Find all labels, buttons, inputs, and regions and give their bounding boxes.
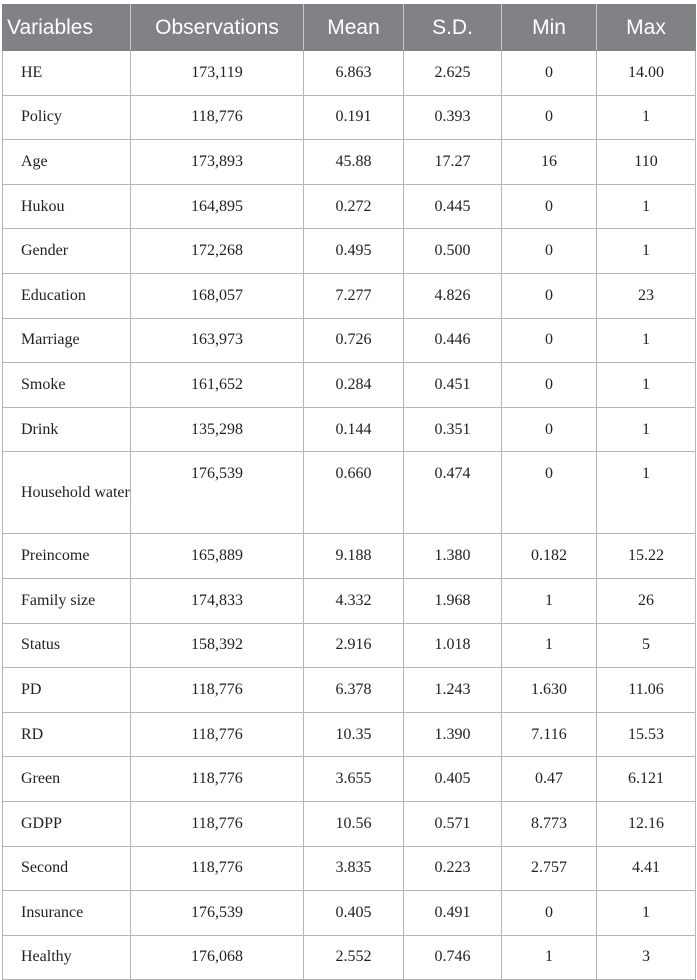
cell-min: 1 bbox=[502, 623, 597, 668]
table-row bbox=[3, 935, 696, 980]
cell-sd: 0.491 bbox=[404, 891, 502, 936]
table-row bbox=[3, 846, 696, 891]
cell-max: 15.53 bbox=[597, 712, 696, 757]
cell-variable: Drink bbox=[3, 407, 131, 452]
cell-variable: Marriage bbox=[3, 318, 131, 363]
table-header bbox=[3, 5, 696, 51]
cell-min: 7.116 bbox=[502, 712, 597, 757]
cell-mean: 3.835 bbox=[304, 846, 404, 891]
cell-min: 1 bbox=[502, 578, 597, 623]
table-row bbox=[3, 801, 696, 846]
cell-observations: 173,119 bbox=[131, 51, 304, 96]
cell-mean: 0.495 bbox=[304, 229, 404, 274]
cell-max: 1 bbox=[597, 891, 696, 936]
cell-min: 0 bbox=[502, 363, 597, 408]
table-row bbox=[3, 140, 696, 185]
cell-variable: GDPP bbox=[3, 801, 131, 846]
cell-mean: 0.726 bbox=[304, 318, 404, 363]
table-row bbox=[3, 318, 696, 363]
cell-min: 1 bbox=[502, 935, 597, 980]
cell-min: 0 bbox=[502, 891, 597, 936]
cell-max: 26 bbox=[597, 578, 696, 623]
cell-variable: Household water bbox=[3, 452, 131, 534]
cell-max: 6.121 bbox=[597, 757, 696, 802]
cell-sd: 0.445 bbox=[404, 184, 502, 229]
cell-max: 1 bbox=[597, 452, 696, 534]
cell-mean: 0.272 bbox=[304, 184, 404, 229]
cell-max: 14.00 bbox=[597, 51, 696, 96]
cell-min: 0 bbox=[502, 184, 597, 229]
cell-observations: 118,776 bbox=[131, 712, 304, 757]
cell-observations: 163,973 bbox=[131, 318, 304, 363]
table-row bbox=[3, 273, 696, 318]
cell-min: 0 bbox=[502, 407, 597, 452]
table-row bbox=[3, 712, 696, 757]
cell-observations: 118,776 bbox=[131, 846, 304, 891]
cell-sd: 1.390 bbox=[404, 712, 502, 757]
cell-variable: Healthy bbox=[3, 935, 131, 980]
cell-sd: 17.27 bbox=[404, 140, 502, 185]
cell-mean: 4.332 bbox=[304, 578, 404, 623]
table-row bbox=[3, 229, 696, 274]
table-row bbox=[3, 452, 696, 534]
cell-observations: 168,057 bbox=[131, 273, 304, 318]
cell-mean: 0.405 bbox=[304, 891, 404, 936]
cell-min: 16 bbox=[502, 140, 597, 185]
cell-mean: 6.863 bbox=[304, 51, 404, 96]
descriptive-statistics-table bbox=[2, 4, 696, 980]
cell-max: 1 bbox=[597, 95, 696, 140]
cell-observations: 176,068 bbox=[131, 935, 304, 980]
cell-sd: 0.571 bbox=[404, 801, 502, 846]
cell-sd: 0.351 bbox=[404, 407, 502, 452]
cell-observations: 118,776 bbox=[131, 95, 304, 140]
table-row bbox=[3, 407, 696, 452]
header-max: Max bbox=[597, 5, 696, 51]
cell-max: 3 bbox=[597, 935, 696, 980]
cell-variable: PD bbox=[3, 668, 131, 713]
cell-min: 0.47 bbox=[502, 757, 597, 802]
cell-mean: 3.655 bbox=[304, 757, 404, 802]
cell-sd: 1.243 bbox=[404, 668, 502, 713]
cell-min: 2.757 bbox=[502, 846, 597, 891]
cell-variable: RD bbox=[3, 712, 131, 757]
cell-variable: HE bbox=[3, 51, 131, 96]
cell-sd: 0.500 bbox=[404, 229, 502, 274]
cell-max: 110 bbox=[597, 140, 696, 185]
cell-observations: 172,268 bbox=[131, 229, 304, 274]
table-row bbox=[3, 51, 696, 96]
table-row bbox=[3, 757, 696, 802]
cell-observations: 118,776 bbox=[131, 801, 304, 846]
table-row bbox=[3, 578, 696, 623]
cell-variable: Second bbox=[3, 846, 131, 891]
cell-observations: 161,652 bbox=[131, 363, 304, 408]
cell-mean: 45.88 bbox=[304, 140, 404, 185]
cell-sd: 0.446 bbox=[404, 318, 502, 363]
cell-observations: 174,833 bbox=[131, 578, 304, 623]
table-row bbox=[3, 95, 696, 140]
cell-sd: 2.625 bbox=[404, 51, 502, 96]
cell-variable: Status bbox=[3, 623, 131, 668]
cell-sd: 1.018 bbox=[404, 623, 502, 668]
cell-max: 11.06 bbox=[597, 668, 696, 713]
cell-variable: Policy bbox=[3, 95, 131, 140]
cell-sd: 1.968 bbox=[404, 578, 502, 623]
table-row bbox=[3, 668, 696, 713]
cell-mean: 2.916 bbox=[304, 623, 404, 668]
cell-mean: 9.188 bbox=[304, 534, 404, 579]
cell-max: 15.22 bbox=[597, 534, 696, 579]
cell-min: 1.630 bbox=[502, 668, 597, 713]
cell-observations: 176,539 bbox=[131, 891, 304, 936]
cell-min: 0 bbox=[502, 452, 597, 534]
cell-max: 1 bbox=[597, 363, 696, 408]
cell-variable: Insurance bbox=[3, 891, 131, 936]
cell-observations: 158,392 bbox=[131, 623, 304, 668]
cell-min: 0 bbox=[502, 51, 597, 96]
cell-observations: 118,776 bbox=[131, 757, 304, 802]
cell-mean: 0.660 bbox=[304, 452, 404, 534]
header-observations: Observations bbox=[131, 5, 304, 51]
table-row bbox=[3, 184, 696, 229]
cell-sd: 4.826 bbox=[404, 273, 502, 318]
cell-observations: 118,776 bbox=[131, 668, 304, 713]
cell-observations: 173,893 bbox=[131, 140, 304, 185]
header-mean: Mean bbox=[304, 5, 404, 51]
cell-variable: Green bbox=[3, 757, 131, 802]
table-row bbox=[3, 363, 696, 408]
cell-observations: 176,539 bbox=[131, 452, 304, 534]
cell-min: 0.182 bbox=[502, 534, 597, 579]
cell-min: 0 bbox=[502, 95, 597, 140]
cell-variable: Education bbox=[3, 273, 131, 318]
cell-min: 0 bbox=[502, 318, 597, 363]
cell-observations: 135,298 bbox=[131, 407, 304, 452]
cell-sd: 0.223 bbox=[404, 846, 502, 891]
header-min: Min bbox=[502, 5, 597, 51]
cell-mean: 0.191 bbox=[304, 95, 404, 140]
cell-max: 5 bbox=[597, 623, 696, 668]
table-body bbox=[3, 51, 696, 980]
cell-min: 8.773 bbox=[502, 801, 597, 846]
cell-mean: 10.56 bbox=[304, 801, 404, 846]
cell-sd: 0.393 bbox=[404, 95, 502, 140]
cell-max: 1 bbox=[597, 184, 696, 229]
cell-variable: Hukou bbox=[3, 184, 131, 229]
header-sd: S.D. bbox=[404, 5, 502, 51]
cell-variable: Preincome bbox=[3, 534, 131, 579]
cell-mean: 2.552 bbox=[304, 935, 404, 980]
cell-sd: 1.380 bbox=[404, 534, 502, 579]
cell-max: 23 bbox=[597, 273, 696, 318]
table-row bbox=[3, 623, 696, 668]
cell-max: 1 bbox=[597, 318, 696, 363]
cell-max: 1 bbox=[597, 407, 696, 452]
cell-mean: 0.144 bbox=[304, 407, 404, 452]
cell-max: 1 bbox=[597, 229, 696, 274]
cell-mean: 6.378 bbox=[304, 668, 404, 713]
cell-variable: Gender bbox=[3, 229, 131, 274]
descriptive-statistics-table-container bbox=[2, 4, 695, 980]
header-variables: Variables bbox=[3, 5, 131, 51]
cell-sd: 0.746 bbox=[404, 935, 502, 980]
cell-mean: 0.284 bbox=[304, 363, 404, 408]
cell-sd: 0.451 bbox=[404, 363, 502, 408]
table-row bbox=[3, 534, 696, 579]
header-row bbox=[3, 5, 696, 51]
cell-max: 12.16 bbox=[597, 801, 696, 846]
cell-variable: Smoke bbox=[3, 363, 131, 408]
cell-min: 0 bbox=[502, 273, 597, 318]
cell-mean: 10.35 bbox=[304, 712, 404, 757]
cell-sd: 0.474 bbox=[404, 452, 502, 534]
cell-min: 0 bbox=[502, 229, 597, 274]
cell-observations: 165,889 bbox=[131, 534, 304, 579]
cell-variable: Age bbox=[3, 140, 131, 185]
table-row bbox=[3, 891, 696, 936]
cell-mean: 7.277 bbox=[304, 273, 404, 318]
cell-observations: 164,895 bbox=[131, 184, 304, 229]
cell-sd: 0.405 bbox=[404, 757, 502, 802]
cell-variable: Family size bbox=[3, 578, 131, 623]
cell-max: 4.41 bbox=[597, 846, 696, 891]
